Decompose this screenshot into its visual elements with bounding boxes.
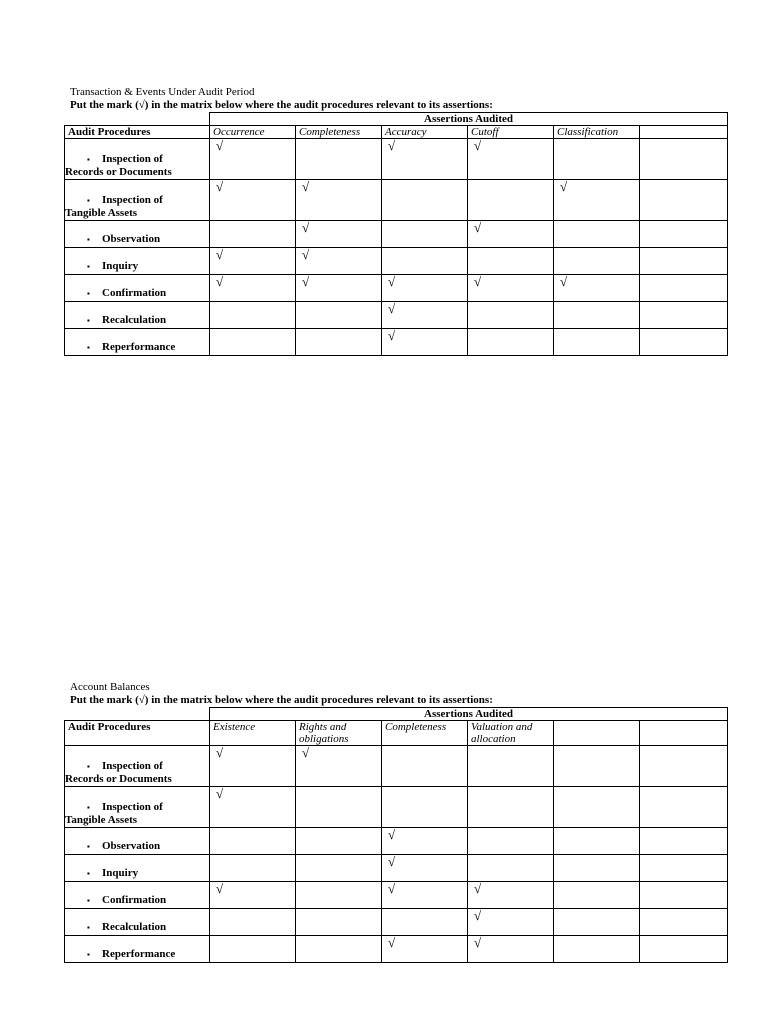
procedure-rows [65,746,728,963]
assertion-mark-cell: √ [468,139,554,180]
procedure-cell [65,909,210,936]
assertion-mark-cell [554,329,640,356]
column-header-row [65,126,728,139]
assertion-mark-cell [296,909,382,936]
assertion-mark-cell: √ [382,139,468,180]
assertion-mark-cell [640,909,728,936]
column-header: Existence [210,721,296,746]
assertion-mark-cell [640,787,728,828]
group-header-row [65,113,728,126]
assertion-mark-cell: √ [296,275,382,302]
assertion-mark-cell [296,139,382,180]
assertion-mark-cell [468,302,554,329]
transactions-section [64,86,727,356]
procedure-label: Inspection of [102,153,163,165]
assertion-mark-cell [382,787,468,828]
procedure-cell [65,936,210,963]
table-row [65,828,728,855]
assertion-mark-cell [382,746,468,787]
bullet-icon: ▪ [87,235,90,244]
procedure-cell [65,828,210,855]
table-row [65,221,728,248]
assertion-mark-cell [382,248,468,275]
procedure-cell [65,180,210,221]
assertion-mark-cell [554,221,640,248]
assertion-mark-cell [296,787,382,828]
assertion-mark-cell [210,302,296,329]
assertion-mark-cell [296,828,382,855]
procedure-cell [65,855,210,882]
assertion-mark-cell: √ [468,936,554,963]
bullet-icon: ▪ [87,923,90,932]
blank-cell [65,708,210,721]
assertion-mark-cell [554,882,640,909]
assertion-mark-cell: √ [554,180,640,221]
assertion-mark-cell: √ [210,139,296,180]
assertion-mark-cell: √ [210,787,296,828]
assertion-mark-cell [640,302,728,329]
assertions-matrix [64,707,728,963]
assertion-mark-cell [640,936,728,963]
assertion-mark-cell: √ [468,221,554,248]
assertion-mark-cell [554,139,640,180]
bullet-icon: ▪ [87,896,90,905]
table-row [65,329,728,356]
procedure-cell [65,787,210,828]
assertion-mark-cell [210,329,296,356]
procedures-header: Audit Procedures [65,721,210,746]
assertion-mark-cell: √ [296,180,382,221]
assertion-mark-cell [210,221,296,248]
assertion-mark-cell [554,248,640,275]
procedure-cell [65,746,210,787]
assertion-mark-cell [296,855,382,882]
procedure-rows [65,139,728,356]
procedure-label: Reperformance [102,948,176,960]
procedure-cell [65,302,210,329]
bullet-icon: ▪ [87,842,90,851]
table-row [65,909,728,936]
assertions-group-header: Assertions Audited [210,708,728,721]
assertion-mark-cell: √ [468,909,554,936]
section-heading: Transaction & Events Under Audit Period [70,86,255,98]
procedure-label: Inquiry [102,260,139,272]
assertion-mark-cell [554,855,640,882]
table-row [65,882,728,909]
bullet-icon: ▪ [87,869,90,878]
assertion-mark-cell: √ [210,275,296,302]
group-header-row [65,708,728,721]
assertions-group-header: Assertions Audited [210,113,728,126]
assertion-mark-cell [640,275,728,302]
procedure-label: Recalculation [102,921,167,933]
procedure-label-cont: Records or Documents [65,166,172,178]
column-header: Accuracy [382,126,468,139]
column-header-row [65,721,728,746]
assertion-mark-cell [640,139,728,180]
assertion-mark-cell [640,828,728,855]
assertion-mark-cell [640,221,728,248]
column-header: Occurrence [210,126,296,139]
procedure-cell [65,275,210,302]
assertion-mark-cell [554,909,640,936]
assertion-mark-cell [468,787,554,828]
procedure-label: Reperformance [102,341,176,353]
assertion-mark-cell [382,909,468,936]
table-row [65,139,728,180]
table-row [65,302,728,329]
assertion-mark-cell [210,855,296,882]
column-header: Valuation and allocation [468,721,554,746]
assertion-mark-cell: √ [382,302,468,329]
assertion-mark-cell [554,828,640,855]
procedure-label: Inquiry [102,867,139,879]
procedure-cell [65,882,210,909]
assertion-mark-cell [640,882,728,909]
column-header: Rights and obligations [296,721,382,746]
bullet-icon: ▪ [87,316,90,325]
assertion-mark-cell [468,180,554,221]
assertion-mark-cell [296,936,382,963]
assertion-mark-cell [554,936,640,963]
balances-section [64,681,727,963]
assertion-mark-cell [640,329,728,356]
assertions-matrix [64,112,728,356]
column-header: Completeness [296,126,382,139]
table-row [65,248,728,275]
procedure-label-cont: Records or Documents [65,773,172,785]
table-row [65,275,728,302]
assertion-mark-cell [468,855,554,882]
section-instruction: Put the mark (√) in the matrix below where the audit procedures relevant to its assertions: [70,694,493,706]
assertion-mark-cell [296,882,382,909]
assertion-mark-cell: √ [296,248,382,275]
column-header [640,126,728,139]
bullet-icon: ▪ [87,762,90,771]
assertion-mark-cell [640,248,728,275]
section-heading: Account Balances [70,681,150,693]
procedure-label: Observation [102,840,161,852]
assertion-mark-cell [210,828,296,855]
table-row [65,936,728,963]
assertion-mark-cell [296,302,382,329]
assertion-mark-cell [468,329,554,356]
assertion-mark-cell [382,180,468,221]
assertion-mark-cell [468,828,554,855]
table-row [65,787,728,828]
assertion-mark-cell: √ [382,828,468,855]
procedure-cell [65,221,210,248]
column-header [554,721,640,746]
bullet-icon: ▪ [87,289,90,298]
assertion-mark-cell [640,180,728,221]
table-row [65,746,728,787]
assertion-mark-cell [210,936,296,963]
bullet-icon: ▪ [87,950,90,959]
bullet-icon: ▪ [87,262,90,271]
assertion-mark-cell: √ [210,746,296,787]
procedure-label-cont: Tangible Assets [65,207,138,219]
procedure-label: Observation [102,233,161,245]
assertion-mark-cell: √ [210,882,296,909]
table-row [65,180,728,221]
assertion-mark-cell [640,855,728,882]
assertion-mark-cell: √ [210,180,296,221]
procedure-label: Confirmation [102,894,167,906]
procedure-label: Inspection of [102,760,163,772]
assertion-mark-cell: √ [210,248,296,275]
procedure-cell [65,139,210,180]
assertion-mark-cell: √ [468,275,554,302]
assertion-mark-cell [210,909,296,936]
bullet-icon: ▪ [87,803,90,812]
assertion-mark-cell: √ [296,221,382,248]
assertion-mark-cell [468,746,554,787]
procedure-label: Recalculation [102,314,167,326]
assertion-mark-cell [554,787,640,828]
column-header [640,721,728,746]
bullet-icon: ▪ [87,196,90,205]
procedures-header: Audit Procedures [65,126,210,139]
assertion-mark-cell [554,746,640,787]
column-header: Classification [554,126,640,139]
assertion-mark-cell [382,221,468,248]
column-header: Cutoff [468,126,554,139]
assertion-mark-cell: √ [382,936,468,963]
assertion-mark-cell: √ [382,329,468,356]
procedure-label: Inspection of [102,801,163,813]
assertion-mark-cell: √ [296,746,382,787]
procedure-cell [65,248,210,275]
procedure-cell [65,329,210,356]
column-header: Completeness [382,721,468,746]
procedure-label-cont: Tangible Assets [65,814,138,826]
assertion-mark-cell: √ [382,855,468,882]
procedure-label: Inspection of [102,194,163,206]
procedure-label: Confirmation [102,287,167,299]
assertion-mark-cell [640,746,728,787]
bullet-icon: ▪ [87,155,90,164]
table-row [65,855,728,882]
assertion-mark-cell: √ [382,275,468,302]
section-instruction: Put the mark (√) in the matrix below where the audit procedures relevant to its assertions: [70,99,493,111]
blank-cell [65,113,210,126]
assertion-mark-cell: √ [382,882,468,909]
assertion-mark-cell [296,329,382,356]
assertion-mark-cell [554,302,640,329]
assertion-mark-cell: √ [468,882,554,909]
assertion-mark-cell [468,248,554,275]
assertion-mark-cell: √ [554,275,640,302]
bullet-icon: ▪ [87,343,90,352]
